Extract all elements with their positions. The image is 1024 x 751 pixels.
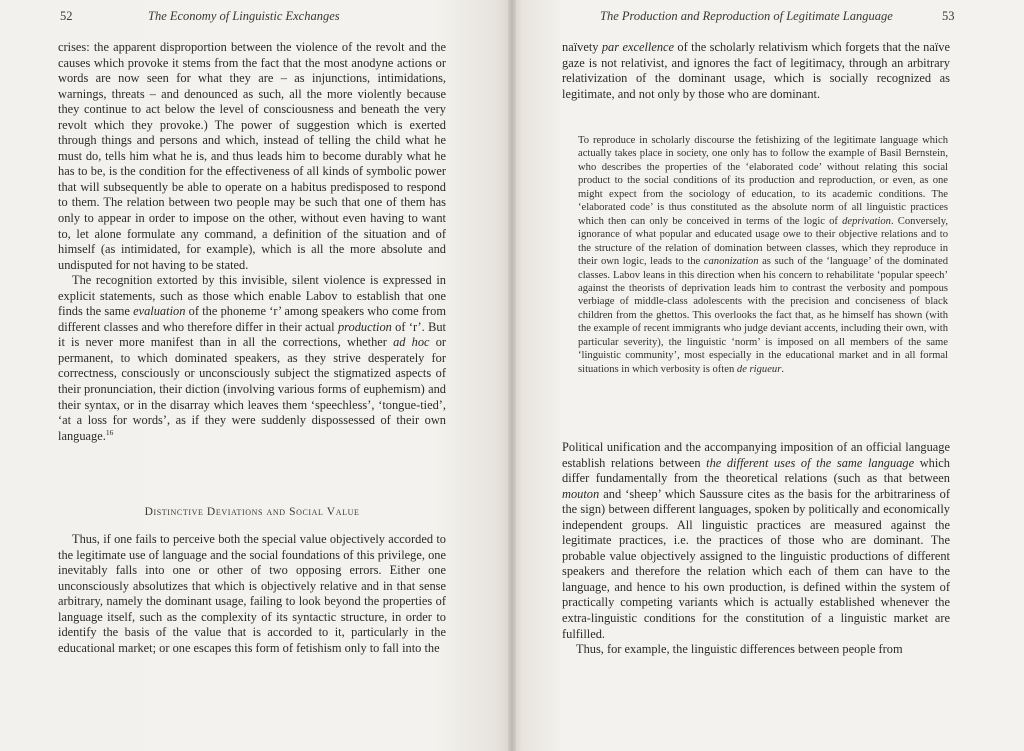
book-gutter (508, 0, 516, 751)
text-run: . (781, 363, 784, 375)
right-body-text-top (562, 40, 950, 102)
emphasis: evaluation (133, 304, 186, 319)
section-heading: Distinctive Deviations and Social Value (144, 506, 360, 518)
left-paragraph-2 (58, 273, 446, 444)
emphasis: deprivation (842, 215, 891, 227)
right-paragraph-1 (562, 40, 950, 102)
left-body-text-top (58, 40, 446, 444)
block-quote (578, 134, 948, 376)
text-run: . Conversely, ignorance of what popular and educated usage owe to their objective relations and to the structure of the relation of domination between classes, which they reproduce in their own logic, leads to the (578, 215, 948, 268)
text-run: The recognition extorted by this invisible, silent violence is expressed in explicit statements, such as those which enable Labov to establish that one finds the same (58, 273, 446, 319)
text-run: of the phoneme ‘r’ among speakers who come from different classes and who therefore differ in their actual (58, 304, 446, 334)
text-run: which differ fundamentally from the theoretical relations (such as that between (562, 455, 950, 486)
left-body-text-bottom (58, 532, 446, 656)
left-paragraph-1: crises: the apparent disproportion between the violence of the revolt and the causes which provoke it stems from the fact that the most anodyne actions or words are now seen for what they are – as injunctions, intimidations, warnings, threats – and denounced as such, all the more violently because they continue to act below the level of consciousness and beneath the very revolt which they provoke.) The power of suggestion which is exerted through things and persons and which, instead of telling the child what he must do, tells him what he is, and thus leads him to become durably what he has to be, is the condition for the effectiveness of all kinds of symbolic power that will subsequently be able to operate on a habitus predisposed to respond to them. The relation between two people may be such that one of them has only to appear in order to impose on the other, without even having to want to, let alone formulate any command, a definition of the situation and of himself (as intimidated, for example), which is all the more absolute and undisputed for not having to be stated. (58, 40, 446, 272)
emphasis: de rigueur (736, 363, 782, 375)
text-run: To reproduce in scholarly discourse the fetishizing of the legitimate language which actually takes place in society, one only has to follow the example of Basil Bernstein, who describes the properties of the ‘elaborated code’ without relating this social product to the social conditions of its production and reproduction, or even, as one might expect from the sociology of education, to its academic conditions. The ‘elaborated code’ is thus constituted as the absolute norm of all linguistic practices which then can only be conceived in terms of the logic of (578, 135, 948, 227)
text-run: or permanent, to which dominated speakers, as they strive desperately for correctness, consciously or unconsciously subject the stigmatized aspects of their pronunciation, their diction (involving various forms of euphemism) and their syntax, or in the disarray which leaves them ‘speechless’, ‘tongue-tied’, ‘at a loss for words’, as if they were suddenly dispossessed of their own language. (58, 335, 447, 443)
text-run: as such of the ‘language’ of the dominated classes. Labov leans in this direction when his concern to rehabilitate ‘popular speech’ against the theorists of deprivation leads him to contrast the verbosity and pompous verbiage of middle-class adolescents with the precision and conciseness of black children from the ghettos. This overlooks the fact that, as he himself has shown (with the example of recent immigrants who judge deviant accents, including their own, with particular severity), the linguistic ‘norm’ is imposed on all members of the same ‘linguistic community’, most especially in the educational market and in all formal situations in which verbosity is often (578, 256, 948, 375)
right-paragraph-3: Thus, for example, the linguistic differences between people from (576, 642, 903, 657)
footnote-marker: 16 (105, 427, 114, 437)
text-run: and ‘sheep’ which Saussure cites as the basis for the arbitrariness of the sign) between different languages, spoken by politically and economically independent groups. All linguistic practices are measured against the legitimate practices, i.e. the practices of those who are dominant. The probable value objectively assigned to the linguistic productions of different speakers and therefore the relation which each of them can have to the language, and hence to his own production, is defined within the system of practically competing variants which is actually established whenever the extra-linguistic conditions for the constitution of a linguistic market are fulfilled. (562, 486, 950, 641)
emphasis: ad hoc (393, 335, 430, 350)
emphasis: the different uses of the same language (706, 455, 915, 470)
right-page-number: 53 (942, 9, 955, 23)
right-paragraph-2 (562, 440, 950, 642)
emphasis: canonization (703, 256, 759, 268)
emphasis: production (337, 319, 392, 334)
text-run: of ‘r’. But it is never more manifest than in all the corrections, whether (58, 319, 447, 350)
text-run: naïvety (562, 40, 602, 54)
emphasis: par excellence (601, 40, 675, 54)
right-running-title: The Production and Reproduction of Legitimate Language (600, 9, 893, 23)
left-paragraph-3: Thus, if one fails to perceive both the special value objectively accorded to the legitimate use of language and the social foundations of this privilege, one inevitably falls into one or other of two opposing errors. Either one unconsciously absolutizes that which is objectively relative and in that sense arbitrary, namely the dominant usage, failing to look beyond the properties of language itself, such as the complexity of its syntactic structure, in order to identify the basis of the value that is accorded to it, particularly in the educational market; or one escapes this form of fetishism only to fall into the (58, 532, 446, 655)
right-body-text-bottom (562, 440, 950, 658)
block-quote-text (578, 134, 948, 376)
left-page-number: 52 (60, 9, 73, 23)
emphasis: mouton (562, 486, 600, 501)
text-run: Political unification and the accompanying imposition of an official language establish relations between (562, 440, 950, 470)
right-page (512, 0, 1024, 751)
text-run: of the scholarly relativism which forgets that the naïve gaze is not relativist, and ignores the fact of legitimacy, through an arbitrary relativization of the dominant usage, which is socially recognized as legitimate, and not only by those who are dominant. (562, 40, 950, 101)
left-running-title: The Economy of Linguistic Exchanges (148, 9, 340, 23)
